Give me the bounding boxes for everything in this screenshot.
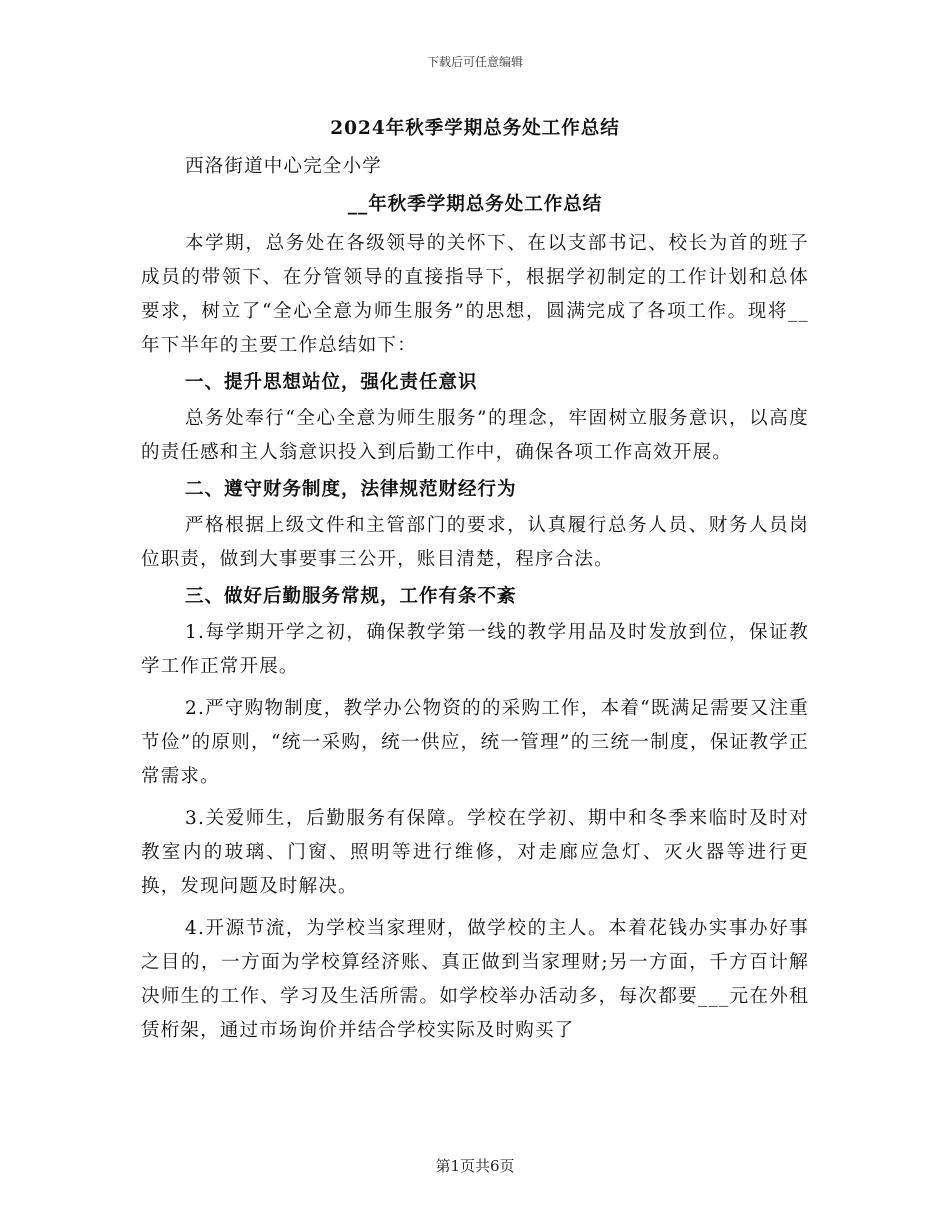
section-paragraph-2: 严格根据上级文件和主管部门的要求，认真履行总务人员、财务人员岗位职责，做到大事要事三公开，账目清楚，程序合法。	[141, 515, 809, 570]
section-heading-2: 二、遵守财务制度，法律规范财经行为	[185, 479, 517, 500]
section-heading-1: 一、提升思想站位，强化责任意识	[185, 372, 478, 393]
section-heading-3: 三、做好后勤服务常规，工作有条不紊	[185, 586, 517, 607]
page-footer: 第1页共6页	[435, 1157, 515, 1175]
section-paragraph-1: 总务处奉行“全心全意为师生服务”的理念，牢固树立服务意识，以高度的责任感和主人翁意识投入到后勤工作中，确保各项工作高效开展。	[141, 408, 809, 463]
document-title: 2024年秋季学期总务处工作总结	[330, 118, 620, 139]
intro-paragraph: 本学期，总务处在各级领导的关怀下、在以支部书记、校长为首的班子成员的带领下、在分管领导的直接指导下，根据学初制定的工作计划和总体要求，树立了“全心全意为师生服务”的思想，圆满完成了各项工作。现将__年下半年的主要工作总结如下：	[141, 233, 809, 356]
section-item-3: 3.关爱师生，后勤服务有保障。学校在学初、期中和冬季来临时及时对教室内的玻璃、门窗、照明等进行维修，对走廊应急灯、灭火器等进行更换，发现问题及时解决。	[141, 808, 809, 897]
section-item-1: 1.每学期开学之初，确保教学第一线的教学用品及时发放到位，保证教学工作正常开展。	[141, 622, 809, 677]
section-item-4: 4.开源节流，为学校当家理财，做学校的主人。本着花钱办实事办好事之目的，一方面为学校算经济账、真正做到当家理财;另一方面，千方百计解决师生的工作、学习及生活所需。如学校举办活动多，每次都要___元在外租赁桁架，通过市场询价并结合学校实际及时购买了	[141, 918, 809, 1041]
organization-name: 西洛街道中心完全小学	[185, 156, 383, 177]
document-body	[141, 112, 809, 1056]
header-note: 下载后可任意编辑	[426, 55, 523, 69]
document-subtitle: __年秋季学期总务处工作总结	[347, 194, 603, 215]
section-item-2: 2.严守购物制度，教学办公物资的的采购工作，本着“既满足需要又注重节俭”的原则，“统一采购，统一供应，统一管理”的三统一制度，保证教学正常需求。	[141, 698, 809, 787]
